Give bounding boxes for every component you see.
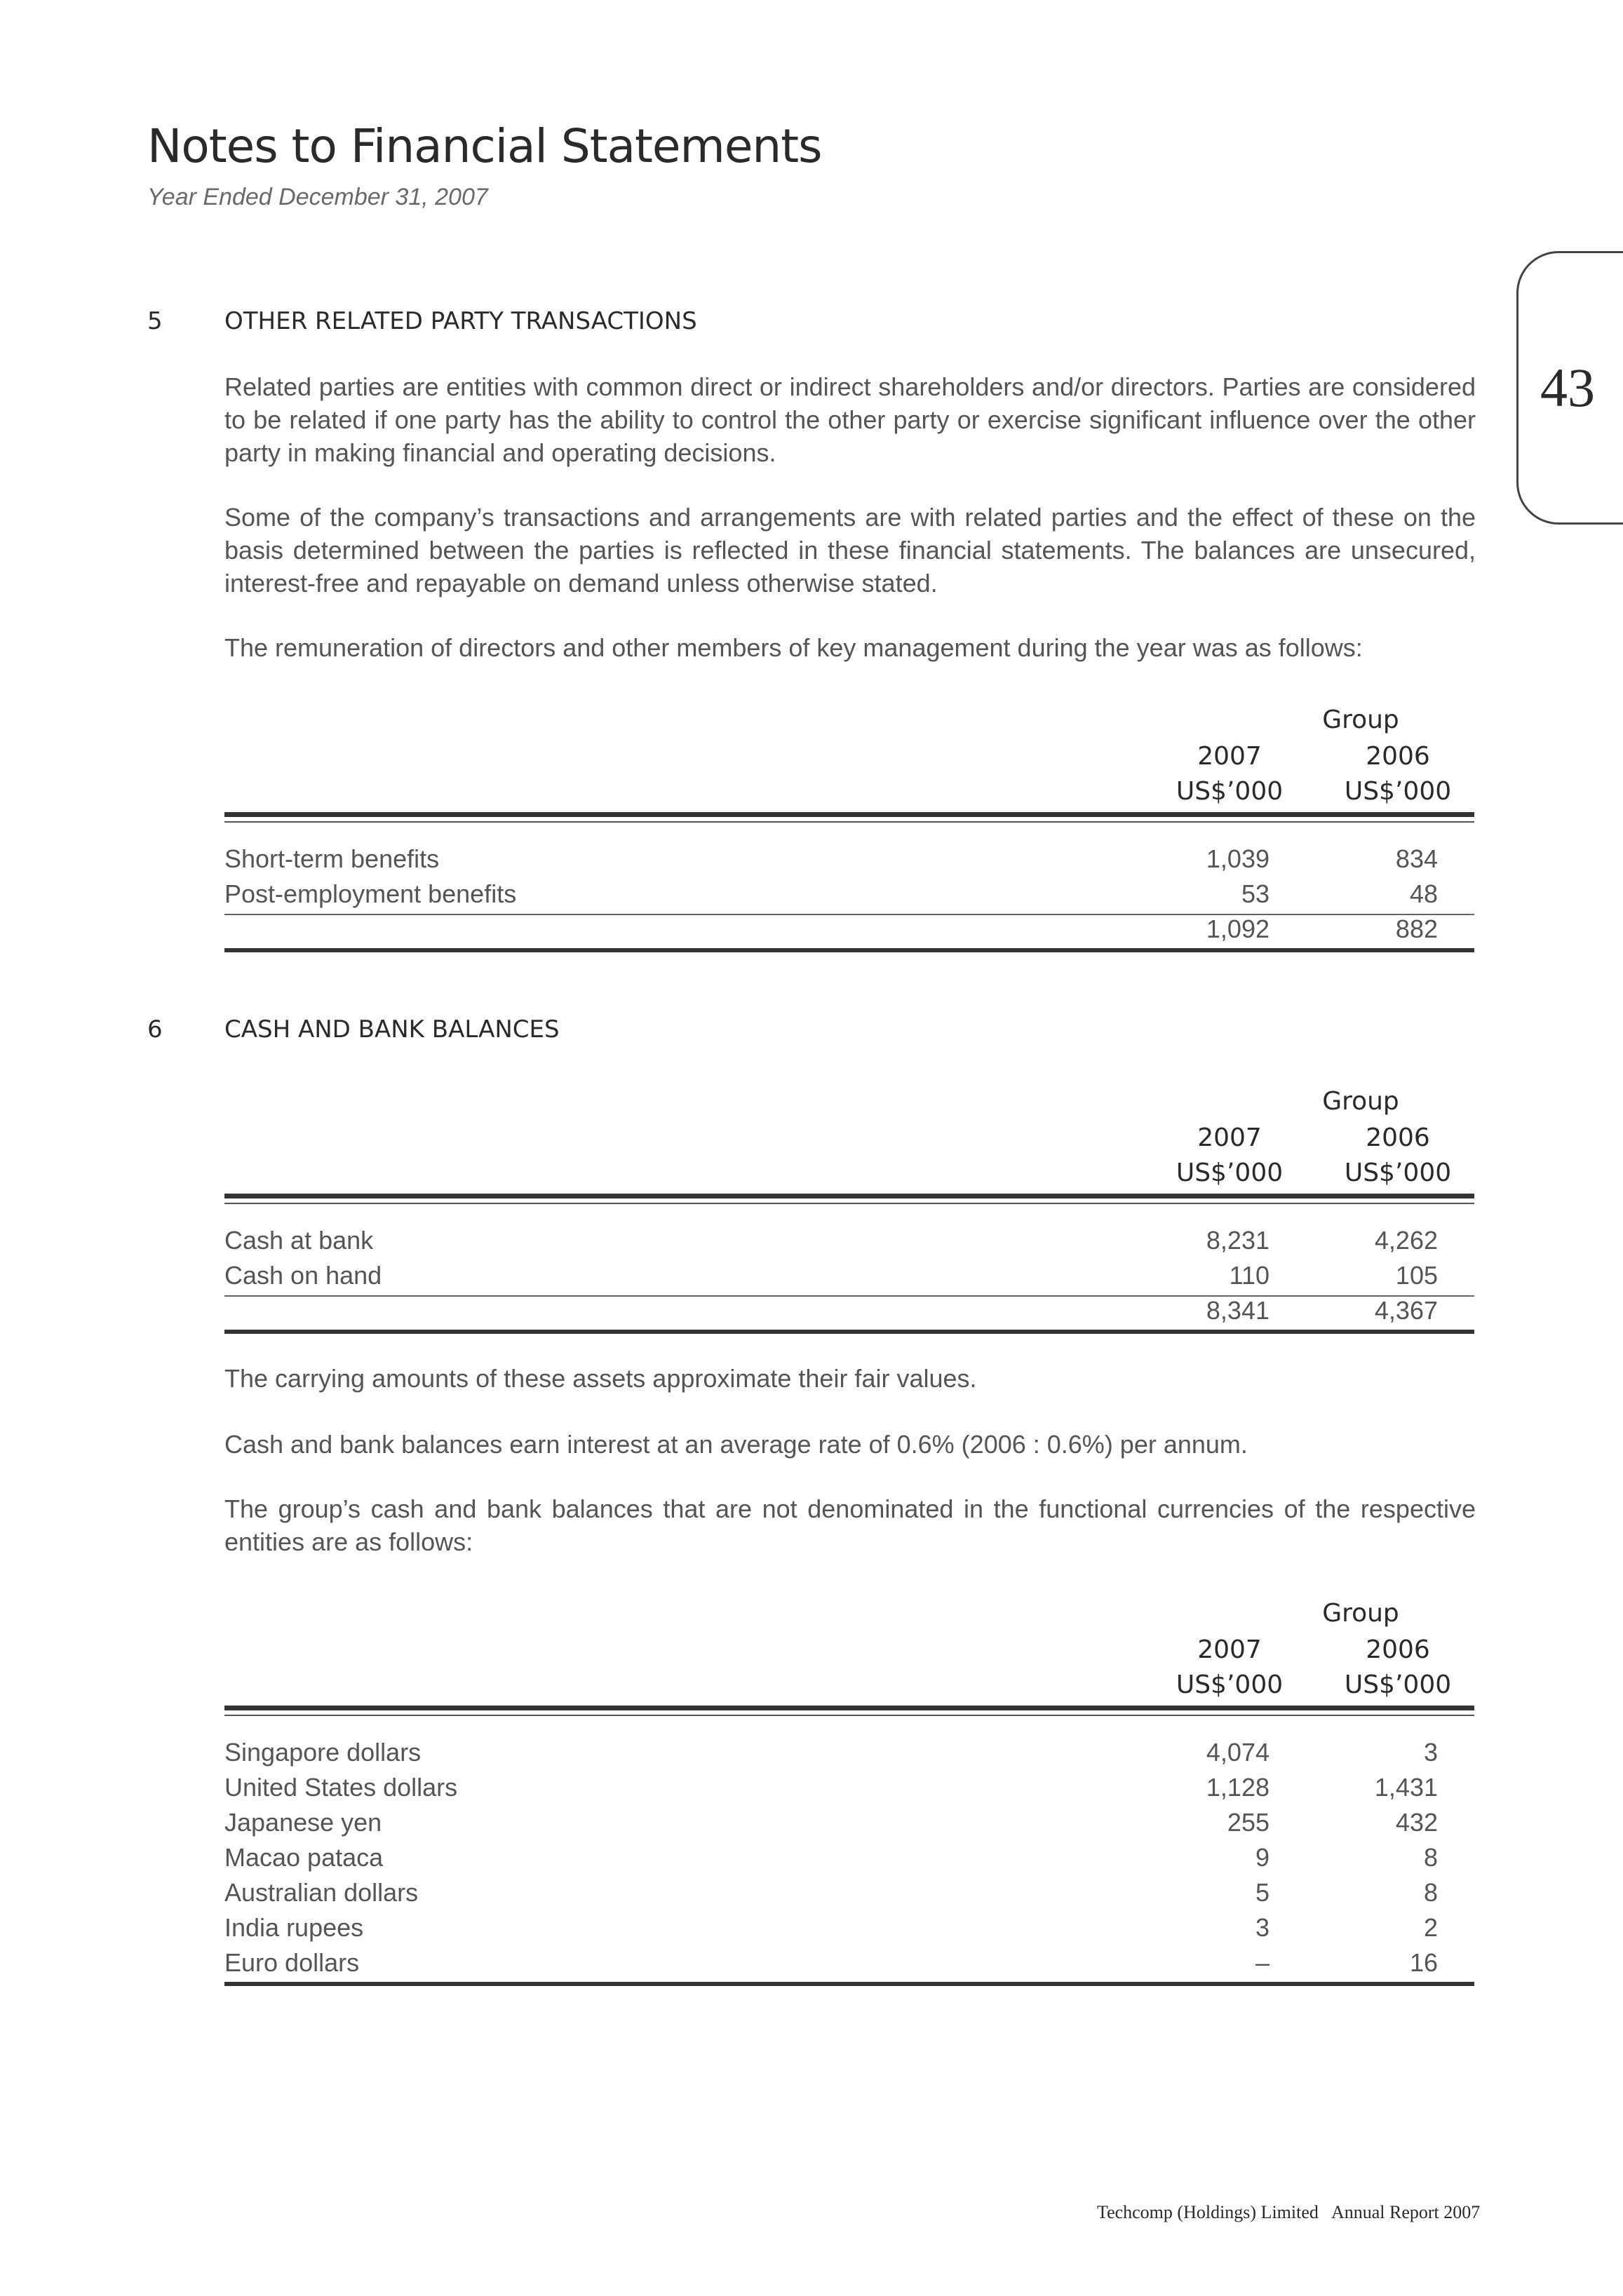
row-value-2007: 1,128 <box>1206 1773 1270 1802</box>
section-6-paragraph-3: The group’s cash and bank balances that are not denominated in the functional currencies of the respective entities are as follows: <box>224 1494 1476 1556</box>
table-row <box>224 1738 1474 1773</box>
row-value-2007: 53 <box>1241 879 1270 908</box>
page-subtitle: Year Ended December 31, 2007 <box>147 184 488 210</box>
row-value-2006: 4,262 <box>1374 1226 1438 1255</box>
table-header-rule-thin <box>224 1715 1474 1716</box>
table-row <box>224 1878 1474 1913</box>
row-label: Cash at bank <box>224 1226 374 1255</box>
table-total-row <box>224 914 1474 950</box>
section-6-title: CASH AND BANK BALANCES <box>224 1015 560 1044</box>
row-value-2006: 48 <box>1409 879 1438 908</box>
row-label: Cash on hand <box>224 1261 382 1290</box>
table-bottom-rule <box>224 1330 1474 1334</box>
table-year-2007: 2007 <box>1197 742 1262 771</box>
table-row <box>224 1843 1474 1878</box>
row-value-2007: 3 <box>1255 1913 1270 1942</box>
table-unit-2006: US$’000 <box>1344 1159 1452 1187</box>
page-number: 43 <box>1540 357 1595 418</box>
table-year-2006: 2006 <box>1366 1123 1430 1152</box>
row-value-2006: 105 <box>1395 1261 1438 1290</box>
table-header-rule <box>224 812 1474 817</box>
table-bottom-rule <box>224 948 1474 952</box>
row-label: Euro dollars <box>224 1948 360 1977</box>
table-group-header: Group <box>1322 1087 1399 1116</box>
table-group-header: Group <box>1322 705 1399 734</box>
row-value-2007: 9 <box>1255 1843 1270 1872</box>
table-unit-2007: US$’000 <box>1176 1670 1284 1699</box>
table-header-rule <box>224 1706 1474 1710</box>
cash-balances-table <box>224 1083 1474 1342</box>
total-2007: 1,092 <box>1206 914 1270 943</box>
table-unit-2007: US$’000 <box>1176 777 1284 806</box>
section-5-title: OTHER RELATED PARTY TRANSACTIONS <box>224 307 697 335</box>
total-2006: 882 <box>1395 914 1438 943</box>
table-row <box>224 879 1474 914</box>
row-value-2007: 8,231 <box>1206 1226 1270 1255</box>
currency-table <box>224 1595 1474 1994</box>
table-bottom-rule <box>224 1982 1474 1986</box>
row-label: Short-term benefits <box>224 844 440 873</box>
section-5-paragraph-2: Some of the company’s transactions and arrangements are with related parties and the effect of these on the basis determined between the parties is reflected in these financial statements. The balances are unsecured, interest-free and repayable on demand unless otherwise stated. <box>224 503 1476 597</box>
table-row <box>224 1226 1474 1261</box>
row-value-2006: 3 <box>1423 1738 1438 1767</box>
section-6-paragraph-2: Cash and bank balances earn interest at an average rate of 0.6% (2006 : 0.6%) per annum. <box>224 1430 1248 1459</box>
row-value-2006: 8 <box>1423 1843 1438 1872</box>
table-unit-2006: US$’000 <box>1344 777 1452 806</box>
section-5-paragraph-1: Related parties are entities with common direct or indirect shareholders and/or directors. Parties are considered to be related if one party has the ability to control the other party or exercise significant influence over the other party in making financial and operating decisions. <box>224 372 1476 467</box>
table-header-rule-thin <box>224 821 1474 823</box>
row-value-2007: 5 <box>1255 1878 1270 1907</box>
table-group-header: Group <box>1322 1599 1399 1628</box>
section-5-paragraph-3: The remuneration of directors and other members of key management during the year was as follows: <box>224 633 1363 662</box>
row-value-2007: – <box>1255 1948 1270 1977</box>
table-header-rule <box>224 1194 1474 1198</box>
section-6-number: 6 <box>147 1015 163 1044</box>
page-title: Notes to Financial Statements <box>147 119 822 173</box>
row-value-2006: 834 <box>1395 844 1438 873</box>
row-value-2007: 1,039 <box>1206 844 1270 873</box>
row-value-2006: 1,431 <box>1374 1773 1438 1802</box>
row-value-2006: 2 <box>1423 1913 1438 1942</box>
row-label: Japanese yen <box>224 1808 382 1837</box>
table-row <box>224 1773 1474 1808</box>
row-label: Macao pataca <box>224 1843 384 1872</box>
row-value-2007: 4,074 <box>1206 1738 1270 1767</box>
table-year-2006: 2006 <box>1366 1635 1430 1664</box>
table-total-row <box>224 1296 1474 1331</box>
row-label: Singapore dollars <box>224 1738 422 1767</box>
row-label: United States dollars <box>224 1773 458 1802</box>
table-row <box>224 1808 1474 1843</box>
total-2006: 4,367 <box>1374 1296 1438 1325</box>
row-label: Post-employment benefits <box>224 879 517 908</box>
remuneration-table <box>224 701 1474 961</box>
table-year-2006: 2006 <box>1366 742 1430 771</box>
table-row <box>224 1913 1474 1948</box>
row-value-2007: 110 <box>1229 1261 1270 1290</box>
row-label: India rupees <box>224 1913 364 1942</box>
total-2007: 8,341 <box>1206 1296 1270 1325</box>
table-year-2007: 2007 <box>1197 1123 1262 1152</box>
table-unit-2007: US$’000 <box>1176 1159 1284 1187</box>
section-6-paragraph-1: The carrying amounts of these assets approximate their fair values. <box>224 1364 977 1393</box>
table-row <box>224 844 1474 879</box>
row-value-2007: 255 <box>1227 1808 1270 1837</box>
table-unit-2006: US$’000 <box>1344 1670 1452 1699</box>
table-year-2007: 2007 <box>1197 1635 1262 1664</box>
footer-report-title: Techcomp (Holdings) Limited Annual Report 2007 <box>1097 2202 1481 2222</box>
row-value-2006: 8 <box>1423 1878 1438 1907</box>
row-value-2006: 16 <box>1409 1948 1438 1977</box>
row-label: Australian dollars <box>224 1878 419 1907</box>
section-5-number: 5 <box>147 307 163 335</box>
table-row <box>224 1261 1474 1296</box>
row-value-2006: 432 <box>1395 1808 1438 1837</box>
table-row <box>224 1948 1474 1983</box>
table-header-rule-thin <box>224 1203 1474 1204</box>
